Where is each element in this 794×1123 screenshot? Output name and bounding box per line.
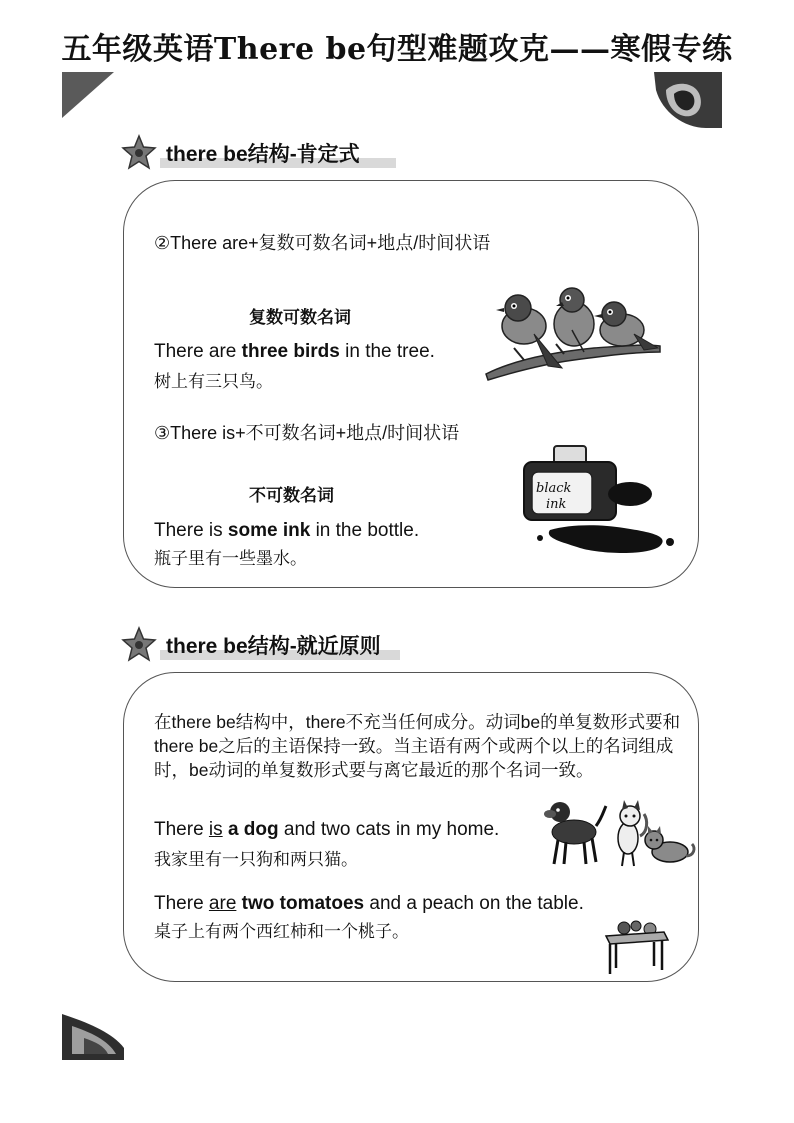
example-noun-highlight: two tomatoes	[241, 893, 365, 914]
proximity-rule-paragraph: 在there be结构中，there不充当任何成分。动词be的单复数形式要和there be之后的主语保持一致。当主语有两个或两个以上的名词组成时，be动词的单复数形式要与离它最近的那个名词一致。	[154, 712, 681, 780]
example-text: There	[154, 819, 209, 840]
example-text: and two cats in my home.	[278, 819, 500, 840]
star-icon	[120, 626, 158, 664]
example-verb-underlined: are	[208, 893, 237, 914]
example-dog-and-cats	[154, 819, 499, 841]
example-noun-highlight: three birds	[241, 341, 340, 362]
label-uncountable: 不可数名词	[249, 486, 334, 505]
section-heading-proximity	[120, 626, 400, 662]
example-verb-underlined: is	[208, 819, 223, 840]
example-three-birds	[154, 341, 435, 363]
example-text: There	[154, 893, 209, 914]
dog-and-cats-illustration	[540, 796, 698, 868]
example-text: and a peach on the table.	[364, 893, 584, 914]
example-noun-highlight: a dog	[227, 819, 279, 840]
corner-triangle-decoration	[62, 72, 114, 118]
example-text: There is	[154, 520, 228, 541]
example-tomatoes-and-peach	[154, 893, 584, 915]
star-icon	[120, 134, 158, 172]
birds-illustration	[484, 286, 664, 382]
section-heading-text: there be结构-就近原则	[166, 635, 381, 658]
table-illustration	[602, 916, 670, 976]
example-dog-and-cats-translation: 我家里有一只狗和两只猫。	[154, 850, 358, 869]
example-noun-highlight: some ink	[227, 520, 311, 541]
section-heading-affirmative	[120, 134, 400, 170]
page-title: 五年级英语There be句型难题攻克——寒假专练	[61, 32, 733, 67]
example-text: in the bottle.	[310, 520, 420, 541]
leaf-decoration-bottom-left	[62, 1014, 126, 1062]
example-text: There are	[154, 341, 242, 362]
example-tomatoes-and-peach-translation: 桌子上有两个西红柿和一个桃子。	[154, 922, 409, 941]
leaf-decoration-top-right	[654, 72, 724, 130]
rule-plural-countable: ②There are+复数可数名词+地点/时间状语	[154, 233, 491, 253]
section-heading-text: there be结构-肯定式	[166, 143, 360, 166]
ink-bottle-illustration	[520, 442, 676, 562]
example-some-ink-translation: 瓶子里有一些墨水。	[154, 549, 307, 568]
ink-label-line2: ink	[546, 497, 567, 512]
rule-uncountable: ③There is+不可数名词+地点/时间状语	[154, 423, 460, 443]
example-some-ink	[154, 520, 419, 542]
example-text: in the tree.	[339, 341, 435, 362]
label-plural-countable: 复数可数名词	[249, 308, 351, 327]
ink-label-line1: black	[536, 481, 572, 496]
example-three-birds-translation: 树上有三只鸟。	[154, 372, 273, 391]
